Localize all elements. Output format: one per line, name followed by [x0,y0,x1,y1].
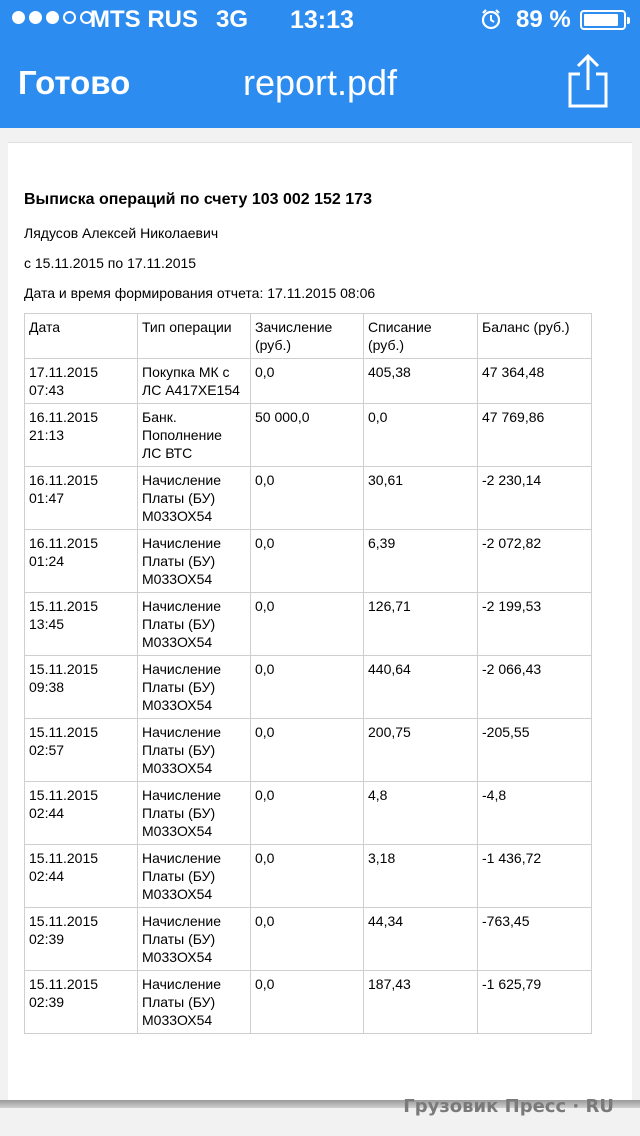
battery-percent: 89 % [516,6,571,33]
credit-cell: 0,0 [251,359,364,404]
credit-cell: 0,0 [251,971,364,1034]
column-header: Дата [25,314,138,359]
report-generated-at: Дата и время формирования отчета: 17.11.2015 08:06 [24,285,376,301]
debit-cell: 6,39 [364,530,478,593]
status-bar [0,0,640,40]
credit-cell: 0,0 [251,593,364,656]
credit-cell: 0,0 [251,530,364,593]
operations-table [24,313,592,1034]
date-cell: 16.11.2015 01:24 [25,530,138,593]
balance-cell: 47 364,48 [478,359,592,404]
balance-cell: -763,45 [478,908,592,971]
balance-cell: -2 066,43 [478,656,592,719]
table-header-row [25,314,592,359]
document-title: report.pdf [242,62,398,103]
credit-cell: 0,0 [251,719,364,782]
operation-type-cell: Покупка МК с ЛС А417ХЕ154 [138,359,251,404]
table-row [25,782,592,845]
clock: 13:13 [290,6,354,34]
date-cell: 15.11.2015 02:44 [25,782,138,845]
table-row [25,530,592,593]
table-row [25,971,592,1034]
date-cell: 15.11.2015 02:57 [25,719,138,782]
credit-cell: 0,0 [251,908,364,971]
balance-cell: -4,8 [478,782,592,845]
balance-cell: -1 436,72 [478,845,592,908]
credit-cell: 50 000,0 [251,404,364,467]
table-row [25,404,592,467]
date-cell: 16.11.2015 01:47 [25,467,138,530]
column-header: Списание (руб.) [364,314,478,359]
operation-type-cell: Начисление Платы (БУ) М033ОХ54 [138,908,251,971]
operation-type-cell: Начисление Платы (БУ) М033ОХ54 [138,845,251,908]
date-cell: 15.11.2015 13:45 [25,593,138,656]
date-cell: 15.11.2015 09:38 [25,656,138,719]
operation-type-cell: Начисление Платы (БУ) М033ОХ54 [138,530,251,593]
debit-cell: 0,0 [364,404,478,467]
balance-cell: -2 199,53 [478,593,592,656]
column-header: Зачисление (руб.) [251,314,364,359]
table-row [25,719,592,782]
signal-strength-icon [12,11,93,24]
date-cell: 16.11.2015 21:13 [25,404,138,467]
debit-cell: 3,18 [364,845,478,908]
debit-cell: 187,43 [364,971,478,1034]
balance-cell: -205,55 [478,719,592,782]
operation-type-cell: Банк. Пополнение ЛС ВТС [138,404,251,467]
balance-cell: -2 230,14 [478,467,592,530]
operation-type-cell: Начисление Платы (БУ) М033ОХ54 [138,593,251,656]
balance-cell: -1 625,79 [478,971,592,1034]
debit-cell: 126,71 [364,593,478,656]
credit-cell: 0,0 [251,845,364,908]
table-row [25,845,592,908]
alarm-clock-icon [480,8,502,30]
operation-type-cell: Начисление Платы (БУ) М033ОХ54 [138,971,251,1034]
table-row [25,359,592,404]
date-cell: 15.11.2015 02:39 [25,971,138,1034]
balance-cell: -2 072,82 [478,530,592,593]
operation-type-cell: Начисление Платы (БУ) М033ОХ54 [138,467,251,530]
column-header: Тип операции [138,314,251,359]
debit-cell: 440,64 [364,656,478,719]
debit-cell: 30,61 [364,467,478,530]
table-row [25,656,592,719]
report-heading: Выписка операций по счету 103 002 152 173 [24,191,372,208]
table-row [25,593,592,656]
date-cell: 17.11.2015 07:43 [25,359,138,404]
pdf-page [8,142,632,1101]
operation-type-cell: Начисление Платы (БУ) М033ОХ54 [138,719,251,782]
column-header: Баланс (руб.) [478,314,592,359]
carrier-name: MTS RUS [90,6,198,33]
debit-cell: 4,8 [364,782,478,845]
debit-cell: 200,75 [364,719,478,782]
report-period: с 15.11.2015 по 17.11.2015 [24,255,197,271]
table-row [25,467,592,530]
watermark: Грузовик Пресс · RU [403,1096,614,1117]
operation-type-cell: Начисление Платы (БУ) М033ОХ54 [138,656,251,719]
network-type: 3G [216,6,249,33]
debit-cell: 44,34 [364,908,478,971]
date-cell: 15.11.2015 02:44 [25,845,138,908]
navigation-bar [0,0,640,128]
debit-cell: 405,38 [364,359,478,404]
date-cell: 15.11.2015 02:39 [25,908,138,971]
credit-cell: 0,0 [251,782,364,845]
battery-icon [580,10,626,30]
share-icon[interactable] [564,52,612,110]
balance-cell: 47 769,86 [478,404,592,467]
account-owner: Лядусов Алексей Николаевич [24,225,219,241]
table-row [25,908,592,971]
done-button[interactable]: Готово [18,64,131,101]
credit-cell: 0,0 [251,467,364,530]
operation-type-cell: Начисление Платы (БУ) М033ОХ54 [138,782,251,845]
credit-cell: 0,0 [251,656,364,719]
